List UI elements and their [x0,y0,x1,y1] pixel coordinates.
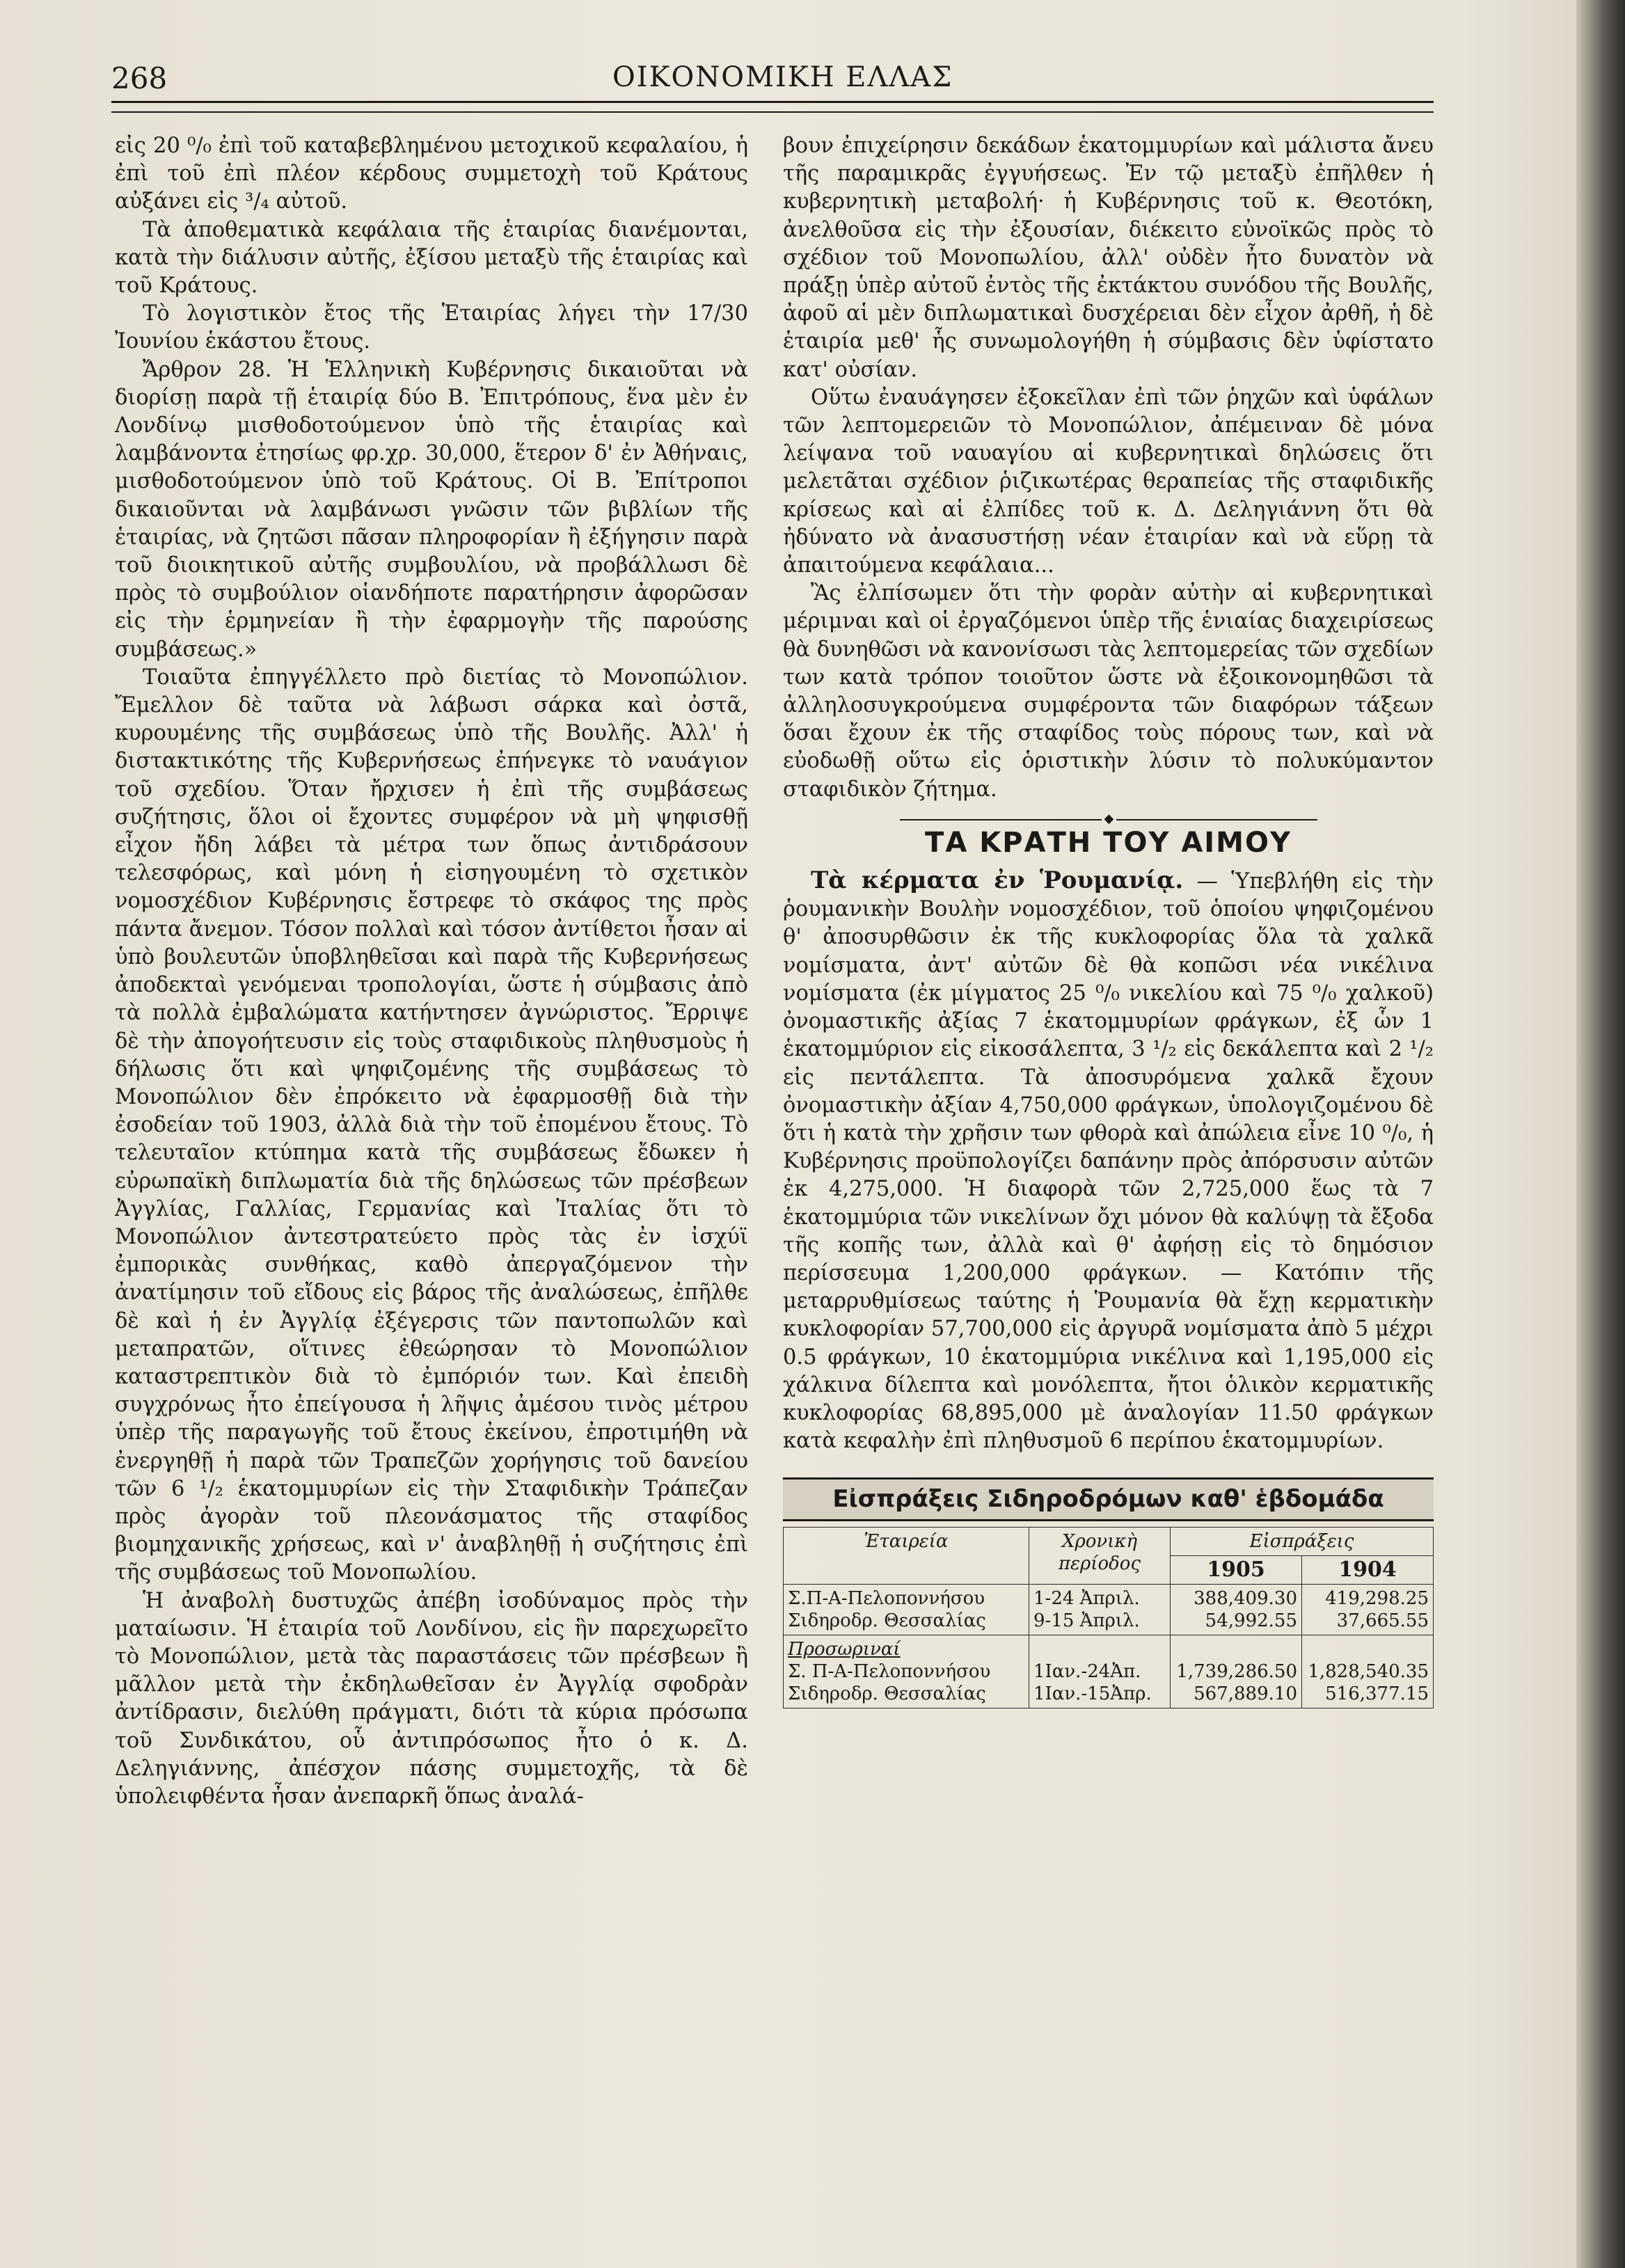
section-separator [900,811,1317,826]
receipts-1905-cell: 388,409.30 54,992.55 [1171,1584,1302,1635]
paragraph: Τοιαῦτα ἐπηγγέλλετο πρὸ διετίας τὸ Μονοπώλιον. Ἔμελλον δὲ ταῦτα νὰ λάβωσι σάρκα καὶ ὀστᾶ, κυρουμένης τῆς συμβάσεως ὑπὸ τῆς Βουλῆς. Ἀλλ' ἡ διστακτικότης τῆς Κυβερνήσεως ἐπήνεγκε τὸ ναυάγιον τοῦ σχεδίου. Ὅταν ἤρχισεν ἡ ἐπὶ τῆς συμβάσεως συζήτησις, ὅλοι οἱ ἔχοντες συμφέρον νὰ μὴ ψηφισθῇ εἶχον ἤδη λάβει τὰ μέτρα των ὅπως ἀντιδράσουν τελεσφόρως, καὶ μόνη ἡ εἰσηγουμένη τὸ σχετικὸν νομοσχέδιον Κυβέρνησις ἔστρεφε τὸ σκάφος της πρὸς πάντα ἄνεμον. Τόσον πολλαὶ καὶ τόσον ἀντίθετοι ἦσαν αἱ ὑπὸ βουλευτῶν ὑποβληθεῖσαι καὶ παρὰ τῆς Κυβερνήσεως ἀποδεκταὶ γενόμεναι τροπολογίαι, ὥστε ἡ σύμβασις ἀπὸ τὰ πολλὰ ἐμβαλώματα κατήντησεν ἀγνώριστος. Ἔρριψε δὲ τὴν ἀπογοήτευσιν εἰς τοὺς σταφιδικοὺς πληθυσμοὺς ἡ δήλωσις ὅτι καὶ ψηφιζομένης τῆς συμβάσεως τὸ Μονοπώλιον δὲν ἐπρόκειτο νὰ ἐφαρμοσθῇ διὰ τὴν ἐσοδείαν τοῦ 1903, ἀλλὰ διὰ τὴν τοῦ ἐπομένου ἔτους. Τὸ τελευταῖον κτύπημα κατὰ τῆς συμβάσεως ἔδωκεν ἡ εὐρωπαϊκὴ διπλωματία διὰ τῆς δηλώσεως τῶν πρέσβεων Ἀγγλίας, Γαλλίας, Γερμανίας καὶ Ἰταλίας ὅτι τὸ Μονοπώλιον ἀντεστρατεύετο πρὸς τὰς ἐν ἰσχύϊ ἐμπορικὰς συνθήκας, καθὸ ἀπεργαζόμενον τὴν ἀνατίμησιν τοῦ εἴδους εἰς βάρος τῆς ἀναλώσεως, ἐπῆλθε δὲ καὶ ἡ ἐν Ἀγγλίᾳ ἐξέγερσις τῶν παντοπωλῶν καὶ μεταπρατῶν, οἵτινες ἐθεώρησαν τὸ Μονοπώλιον καταστρεπτικὸν διὰ τὸ ἐμπόριόν των. Καὶ ἐπειδὴ συγχρόνως ἦτο ἐπείγουσα ἡ λῆψις ἀμέσου τινὸς μέτρου ὑπὲρ τῆς παραγωγῆς τοῦ ἔτους ἐκείνου, ἐπροτιμήθη νὰ ἐνεργηθῇ ἡ παρὰ τῶν Τραπεζῶν χορήγησις τοῦ δανείου τῶν 6 ¹/₂ ἑκατομμυρίων εἰς τὴν Σταφιδικὴν Τράπεζαν πρὸς ἀγορὰν τοῦ πλεονάσματος τῆς σταφίδος βιομηχανικῆς χρήσεως, καὶ ν' ἀναβληθῇ ἡ συζήτησις ἐπὶ τῆς συμβάσεως τοῦ Μονοπωλίου. [115,665,748,1585]
table-row [784,1584,1434,1635]
paragraph: βουν ἐπιχείρησιν δεκάδων ἑκατομμυρίων καὶ μάλιστα ἄνευ τῆς παραμικρᾶς ἐγγυήσεως. Ἐν τῷ μεταξὺ ἐπῆλθεν ἡ κυβερνητικὴ μεταβολή· ἡ Κυβέρνησις τοῦ κ. Θεοτόκη, ἀνελθοῦσα εἰς τὴν ἐξουσίαν, διέκειτο εὐνοϊκῶς πρὸς τὸ σχέδιον τοῦ Μονοπωλίου, ἀλλ' οὐδὲν ἦτο δυνατὸν νὰ πράξῃ ὑπὲρ αὐτοῦ ἐντὸς τῆς ἐκτάκτου συνόδου τῆς Βουλῆς, ἀφοῦ αἱ μὲν διπλωματικαὶ δυσχέρειαι δὲν εἶχον ἀρθῆ, ἡ δὲ ἑταιρία μεθ' ἧς συνωμολογήθη ἡ σύμβασις δὲν ὑφίστατο κατ' οὐσίαν. [783,134,1434,382]
running-title: ΟΙΚΟΝΟΜΙΚΗ ΕΛΛΑΣ [612,61,953,93]
header-rule [111,101,1434,113]
article-paragraph [783,866,1434,1455]
paragraph: εἰς 20 ⁰/₀ ἐπὶ τοῦ καταβεβλημένου μετοχικοῦ κεφαλαίου, ἡ ἐπὶ τοῦ ἐπὶ πλέον κέρδους συμμετοχὴ τοῦ Κράτους αὐξάνει εἰς ³/₄ αὐτοῦ. [115,134,748,214]
paragraph: Τὸ λογιστικὸν ἔτος τῆς Ἑταιρίας λήγει τὴν 17/30 Ἰουνίου ἑκάστου ἔτους. [115,301,748,354]
lead-dash: — [1183,869,1232,894]
period-cell: 1-24 Ἀπριλ. 9-15 Ἀπριλ. [1029,1584,1171,1635]
left-column [115,132,748,1811]
column-header-1905: 1905 [1171,1555,1302,1584]
railway-receipts-table [783,1527,1434,1708]
receipts-1905-cell: 1,739,286.50 567,889.10 [1171,1635,1302,1708]
diamond-ornament-icon: ◆ [1102,813,1117,825]
column-header-1904: 1904 [1302,1555,1434,1584]
column-header-receipts: Εἰσπράξεις [1171,1527,1434,1555]
table-row [784,1635,1434,1708]
table-title: Εἰσπράξεις Σιδηροδρόμων καθ' ἑβδομάδα [783,1477,1434,1521]
article-lead-title: Τὰ κέρματα ἐν Ῥουμανίᾳ. [811,866,1184,895]
page-header [111,56,1434,104]
period-cell: 1Ιαν.-24Ἀπ. 1Ιαν.-15Ἀπρ. [1029,1635,1171,1708]
group-label: Προσωριναί [788,1638,901,1660]
column-header-period: Χρονικὴ περίοδος [1029,1527,1171,1584]
column-header-company: Ἑταιρεία [784,1527,1029,1584]
section-heading: ΤΑ ΚΡΑΤΗ ΤΟΥ ΑΙΜΟΥ [925,826,1292,859]
company-cell: Σ.Π-Α-Πελοποννήσου Σιδηροδρ. Θεσσαλίας [784,1584,1029,1635]
paragraph: Τὰ ἀποθεματικὰ κεφάλαια τῆς ἑταιρίας διανέμονται, κατὰ τὴν διάλυσιν αὐτῆς, ἐξίσου μεταξὺ τῆς ἑταιρίας καὶ τοῦ Κράτους. [115,217,748,299]
paragraph: Ἡ ἀναβολὴ δυστυχῶς ἀπέβη ἰσοδύναμος πρὸς τὴν ματαίωσιν. Ἡ ἑταιρία τοῦ Λονδίνου, εἰς ἣν παρεχωρεῖτο τὸ Μονοπώλιον, μετὰ τὰς παραστάσεις τῶν πρέσβεων ἢ μᾶλλον μετὰ τὴν ἐκδηλωθεῖσαν ἐν Ἀγγλίᾳ σφοδρὰν ἀντίδρασιν, διελύθη πράγματι, διότι τὰ κύρια πρόσωπα τοῦ Συνδικάτου, οὗ ἀντιπρόσωπος ἦτο ὁ κ. Δ. Δεληγιάννης, ἀπέσχον πάσης συμμετοχῆς, τὰ δὲ ὑπολειφθέντα ἦσαν ἀνεπαρκῆ ὅπως ἀναλά- [115,1588,748,1809]
company-cell: Προσωριναί Σ. Π-Α-Πελοποννήσου Σιδηροδρ. Θεσσαλίας [784,1635,1029,1708]
book-spine-shadow [1576,0,1625,2268]
article-body: Ὑπεβλήθη εἰς τὴν ῥουμανικὴν Βουλὴν νομοσχέδιον, τοῦ ὁποίου ψηφιζομένου θ' ἀποσυρθῶσιν ἐκ τῆς κυκλοφορίας ὅλα τὰ χαλκᾶ νομίσματα, ἀντ' αὐτῶν δὲ θὰ κοπῶσι νέα νικέλινα νομίσματα (ἐκ μίγματος 25 ⁰/₀ νικελίου καὶ 75 ⁰/₀ χαλκοῦ) ὀνομαστικῆς ἀξίας 7 ἑκατομμυρίων φράγκων, ἐξ ὧν 1 ἑκατομμύριον εἰς εἰκοσάλεπτα, 3 ¹/₂ εἰς δεκάλεπτα καὶ 2 ¹/₂ εἰς πεντάλεπτα. Τὰ ἀποσυρόμενα χαλκᾶ ἔχουν ὀνομαστικὴν ἀξίαν 4,750,000 φράγκων, ὑπολογιζομένου δὲ ὅτι ἡ κατὰ τὴν χρῆσιν των φθορὰ καὶ ἀπώλεια εἶνε 10 ⁰/₀, ἡ Κυβέρνησις προϋπολογίζει δαπάνην πρὸς ἀπόρσυσιν αὐτῶν ἐκ 4,275,000. Ἡ διαφορὰ τῶν 2,725,000 ἕως τὰ 7 ἑκατομμύρια τῶν νικελίνων ὄχι μόνον θὰ καλύψῃ τὰ ἔξοδα τῆς κοπῆς των, ἀλλὰ καὶ θ' ἀφήσῃ εἰς τὸ δημόσιον περίσσευμα 1,200,000 φράγκων. — Κατόπιν τῆς μεταρρυθμίσεως ταύτης ἡ Ῥουμανία θὰ ἔχῃ κερματικὴν κυκλοφορίαν 57,700,000 εἰς ἀργυρᾶ νομίσματα ἀπὸ 5 μέχρι 0.5 φράγκων, 10 ἑκατομμύρια νικέλινα καὶ 1,195,000 εἰς χάλκινα δίλεπτα καὶ μονόλεπτα, ἤτοι ὁλικὸν κερματικῆς κυκλοφορίας 68,895,000 μὲ ἀναλογίαν 11.50 φράγκων κατὰ κεφαλὴν ἐπὶ πληθυσμοῦ 6 περίπου ἑκατομμυρίων. [783,869,1434,1454]
paragraph: Οὕτω ἐναυάγησεν ἐξοκεῖλαν ἐπὶ τῶν ῥηχῶν καὶ ὑφάλων τῶν λεπτομερειῶν τὸ Μονοπώλιον, ἀπέμειναν δὲ μόνα λείψανα τοῦ ναυαγίου αἱ κυβερνητικαὶ δηλώσεις ὅτι μελετᾶται σχέδιον ῥιζικωτέρας θεραπείας τῆς σταφιδικῆς κρίσεως καὶ αἱ ἐλπίδες τοῦ κ. Δ. Δεληγιάννη ὅτι θὰ ἠδύνατο νὰ ἀνασυστήσῃ νέαν ἑταιρίαν καὶ νὰ εὕρῃ τὰ ἀπαιτούμενα κεφάλαια... [783,385,1434,578]
right-column [783,132,1434,1708]
receipts-1904-cell: 419,298.25 37,665.55 [1302,1584,1434,1635]
paragraph: Ἂς ἐλπίσωμεν ὅτι τὴν φορὰν αὐτὴν αἱ κυβερνητικαὶ μέριμναι καὶ οἱ ἐργαζόμενοι ὑπὲρ τῆς ἑνιαίας διαχειρίσεως θὰ δυνηθῶσι νὰ κανονίσωσι τὰς λεπτομερείας τῶν σχεδίων των κατὰ τρόπον τοιοῦτον ὥστε νὰ ἐξοικονομηθῶσι τὰ ἀλληλοσυγκρούμενα συμφέροντα τῶν διαφόρων τάξεων ὅσαι ἔχουν ἐκ τῆς σταφίδος τοὺς πόρους των, καὶ νὰ εὐοδωθῇ οὕτω εἰς ὁριστικὴν λύσιν τὸ πολυκύμαντον σταφιδικὸν ζήτημα. [783,581,1434,802]
receipts-1904-cell: 1,828,540.35 516,377.15 [1302,1635,1434,1708]
page-number: 268 [111,61,168,95]
paragraph: Ἄρθρον 28. Ἡ Ἑλληνικὴ Κυβέρνησις δικαιοῦται νὰ διορίσῃ παρὰ τῇ ἑταιρίᾳ δύο Β. Ἐπιτρόπους, ἕνα μὲν ἐν Λονδίνῳ μισθοδοτούμενον ὑπὸ τῆς ἑταιρίας καὶ λαμβάνοντα ἐτησίως φρ.χρ. 30,000, ἕτερον δ' ἐν Ἀθήναις, μισθοδοτούμενον ὑπὸ τοῦ Κράτους. Οἱ Β. Ἐπίτροποι δικαιοῦνται νὰ λαμβάνωσι γνῶσιν τῶν βιβλίων τῆς ἑταιρίας, νὰ ζητῶσι πᾶσαν πληροφορίαν ἢ ἐξήγησιν παρὰ τοῦ διοικητικοῦ αὐτῆς συμβουλίου, νὰ προβάλλωσι δὲ πρὸς τὸ συμβούλιον οἱανδήποτε παρατήρησιν ἀφορῶσαν εἰς τὴν ἑρμηνείαν ἢ τὴν ἐφαρμογὴν τῆς παρούσης συμβάσεως.» [115,357,748,662]
